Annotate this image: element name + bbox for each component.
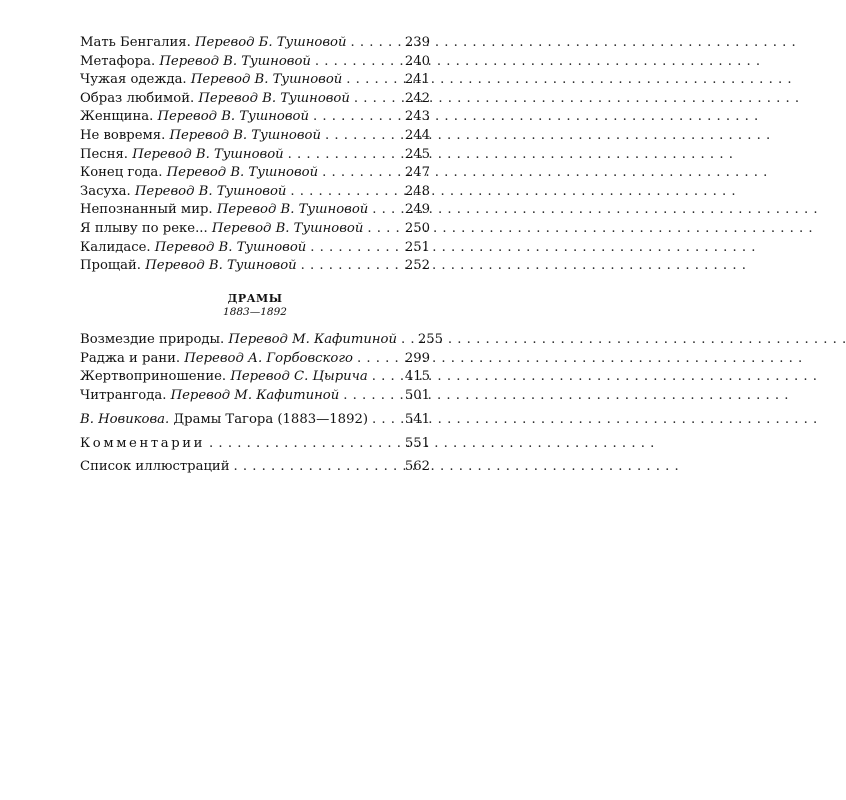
page-number: 239 — [404, 35, 430, 50]
entry-translator: Перевод В. Тушновой — [211, 220, 364, 236]
toc-row-essay[interactable] — [80, 411, 430, 430]
entry-name: Песня. — [80, 146, 133, 162]
toc-entry-title — [80, 183, 286, 202]
entry-name: Раджа и рани. — [80, 350, 185, 366]
illustrations-label: Список иллюстраций — [80, 459, 230, 474]
toc-list-poems — [80, 34, 430, 276]
entry-translator: Перевод В. Тушновой — [132, 146, 284, 162]
comments-label: Комментарии — [80, 436, 206, 451]
entry-translator: Перевод А. Горбовского — [184, 350, 353, 366]
entry-name: Засуха. — [80, 183, 135, 199]
toc-row-comments[interactable] — [80, 435, 430, 454]
entry-translator: Перевод Б. Тушновой — [194, 35, 347, 50]
toc-row-illustrations[interactable] — [80, 458, 430, 477]
entry-translator: Перевод М. Кафитиной — [170, 387, 340, 403]
dot-leader — [318, 164, 402, 183]
dot-leader — [342, 71, 402, 90]
entry-translator: Перевод В. Тушновой — [190, 72, 343, 88]
dot-leader — [350, 90, 402, 109]
dot-leader — [368, 201, 402, 220]
toc-row[interactable] — [80, 71, 430, 90]
dot-leader — [368, 411, 402, 430]
page-number: 415 — [404, 369, 430, 385]
page-number: 501 — [404, 387, 430, 403]
dot-leader — [286, 183, 402, 202]
entry-translator: Перевод С. Цырича — [230, 369, 368, 385]
dot-leader — [205, 435, 402, 454]
entry-translator: Перевод В. Тушновой — [145, 258, 297, 274]
toc-entry-title — [80, 201, 368, 220]
page-number: 247 — [404, 165, 430, 181]
page-number: 250 — [404, 220, 430, 236]
entry-name: Непознанный мир. — [80, 202, 217, 218]
toc-row[interactable] — [80, 239, 430, 258]
toc-entry-title — [80, 350, 353, 369]
toc-entry-title — [80, 239, 306, 258]
dot-leader — [306, 239, 402, 258]
page-number: 245 — [404, 146, 430, 162]
dot-leader — [321, 127, 402, 146]
page-number: 240 — [404, 53, 430, 69]
toc-entry-title — [80, 127, 321, 146]
toc-row[interactable] — [80, 368, 430, 387]
entry-name: Женщина. — [80, 109, 158, 125]
dot-leader — [397, 331, 415, 350]
entry-translator: Перевод В. Тушновой — [159, 53, 311, 69]
page-number: 243 — [404, 109, 430, 125]
toc-entry-title — [80, 368, 368, 387]
toc-entry-title — [80, 411, 368, 430]
entry-name: Чужая одежда. — [80, 72, 191, 88]
dot-leader — [363, 220, 402, 239]
entry-name: Образ любимой. — [80, 90, 199, 106]
entry-translator: Перевод М. Кафитиной — [228, 332, 397, 347]
dot-leader — [368, 368, 402, 387]
toc-row[interactable] — [80, 387, 430, 406]
entry-name: Я плыву по реке... — [80, 220, 212, 236]
page-number: 244 — [404, 127, 430, 143]
entry-name: Не вовремя. — [80, 127, 170, 143]
toc-entry-title — [80, 387, 339, 406]
entry-name: Прощай. — [80, 258, 146, 274]
toc-row[interactable] — [80, 164, 430, 183]
entry-name: Конец года. — [80, 165, 167, 181]
toc-row[interactable] — [80, 146, 430, 165]
page-number: 251 — [404, 239, 430, 255]
toc-row[interactable] — [80, 201, 430, 220]
essay-title: Драмы Тагора (1883—1892) — [169, 412, 368, 427]
toc-entry-title — [80, 331, 397, 350]
entry-translator: Перевод В. Тушновой — [169, 127, 321, 143]
page-number: 541 — [404, 412, 430, 427]
toc-entry-title — [80, 108, 309, 127]
entry-name: Метафора. — [80, 53, 160, 69]
entry-name: Возмездие природы. — [80, 332, 229, 347]
dot-leader — [339, 387, 402, 406]
entry-translator: Перевод В. Тушновой — [216, 202, 369, 218]
entry-name: Мать Бенгалия. — [80, 35, 195, 50]
toc-row[interactable] — [80, 90, 430, 109]
dot-leader — [230, 458, 403, 477]
page-number: 242 — [404, 90, 430, 106]
section-title: ДРАМЫ — [227, 292, 283, 305]
toc-row[interactable] — [80, 34, 430, 53]
dot-leader — [297, 257, 402, 276]
page-number: 562 — [404, 459, 430, 474]
dot-leader — [309, 108, 402, 127]
toc-row[interactable] — [80, 331, 443, 350]
dot-leader — [311, 53, 402, 72]
entry-translator: Перевод В. Тушновой — [166, 165, 319, 181]
dot-leader — [353, 350, 402, 369]
section-years: 1883—1892 — [223, 306, 287, 318]
toc-list-dramas — [80, 331, 443, 405]
toc-entry-title — [80, 53, 311, 72]
entry-name: Жертвоприношение. — [80, 369, 231, 385]
page-number: 551 — [404, 436, 430, 451]
entry-name: Читрангода. — [80, 387, 171, 403]
toc-row[interactable] — [80, 350, 430, 369]
page-number: 248 — [404, 183, 430, 199]
page-number: 252 — [404, 258, 430, 274]
entry-translator: Перевод В. Тушновой — [157, 109, 309, 125]
toc-entry-title — [80, 34, 346, 53]
toc-row[interactable] — [80, 127, 430, 146]
toc-row[interactable] — [80, 257, 430, 276]
page-number: 255 — [417, 332, 443, 347]
toc-entry-title — [80, 220, 363, 239]
toc-entry-title — [80, 146, 284, 165]
dot-leader — [284, 146, 402, 165]
toc-entry-title — [80, 90, 350, 109]
toc-row[interactable] — [80, 183, 430, 202]
entry-translator: Перевод В. Тушновой — [198, 90, 350, 106]
toc-entry-title — [80, 257, 297, 276]
entry-translator: Перевод В. Тушновой — [154, 239, 307, 255]
toc-row[interactable] — [80, 220, 430, 239]
entry-name: Калидасе. — [80, 239, 155, 255]
toc-entry-title — [80, 71, 342, 90]
page-number: 299 — [404, 350, 430, 366]
essay-author: В. Новикова. — [80, 412, 170, 427]
toc-entry-title — [80, 164, 318, 183]
page-number: 249 — [404, 202, 430, 218]
dot-leader — [346, 34, 402, 53]
page-number: 241 — [404, 72, 430, 88]
toc-row[interactable] — [80, 53, 430, 72]
toc-row[interactable] — [80, 108, 430, 127]
entry-translator: Перевод В. Тушновой — [134, 183, 287, 199]
